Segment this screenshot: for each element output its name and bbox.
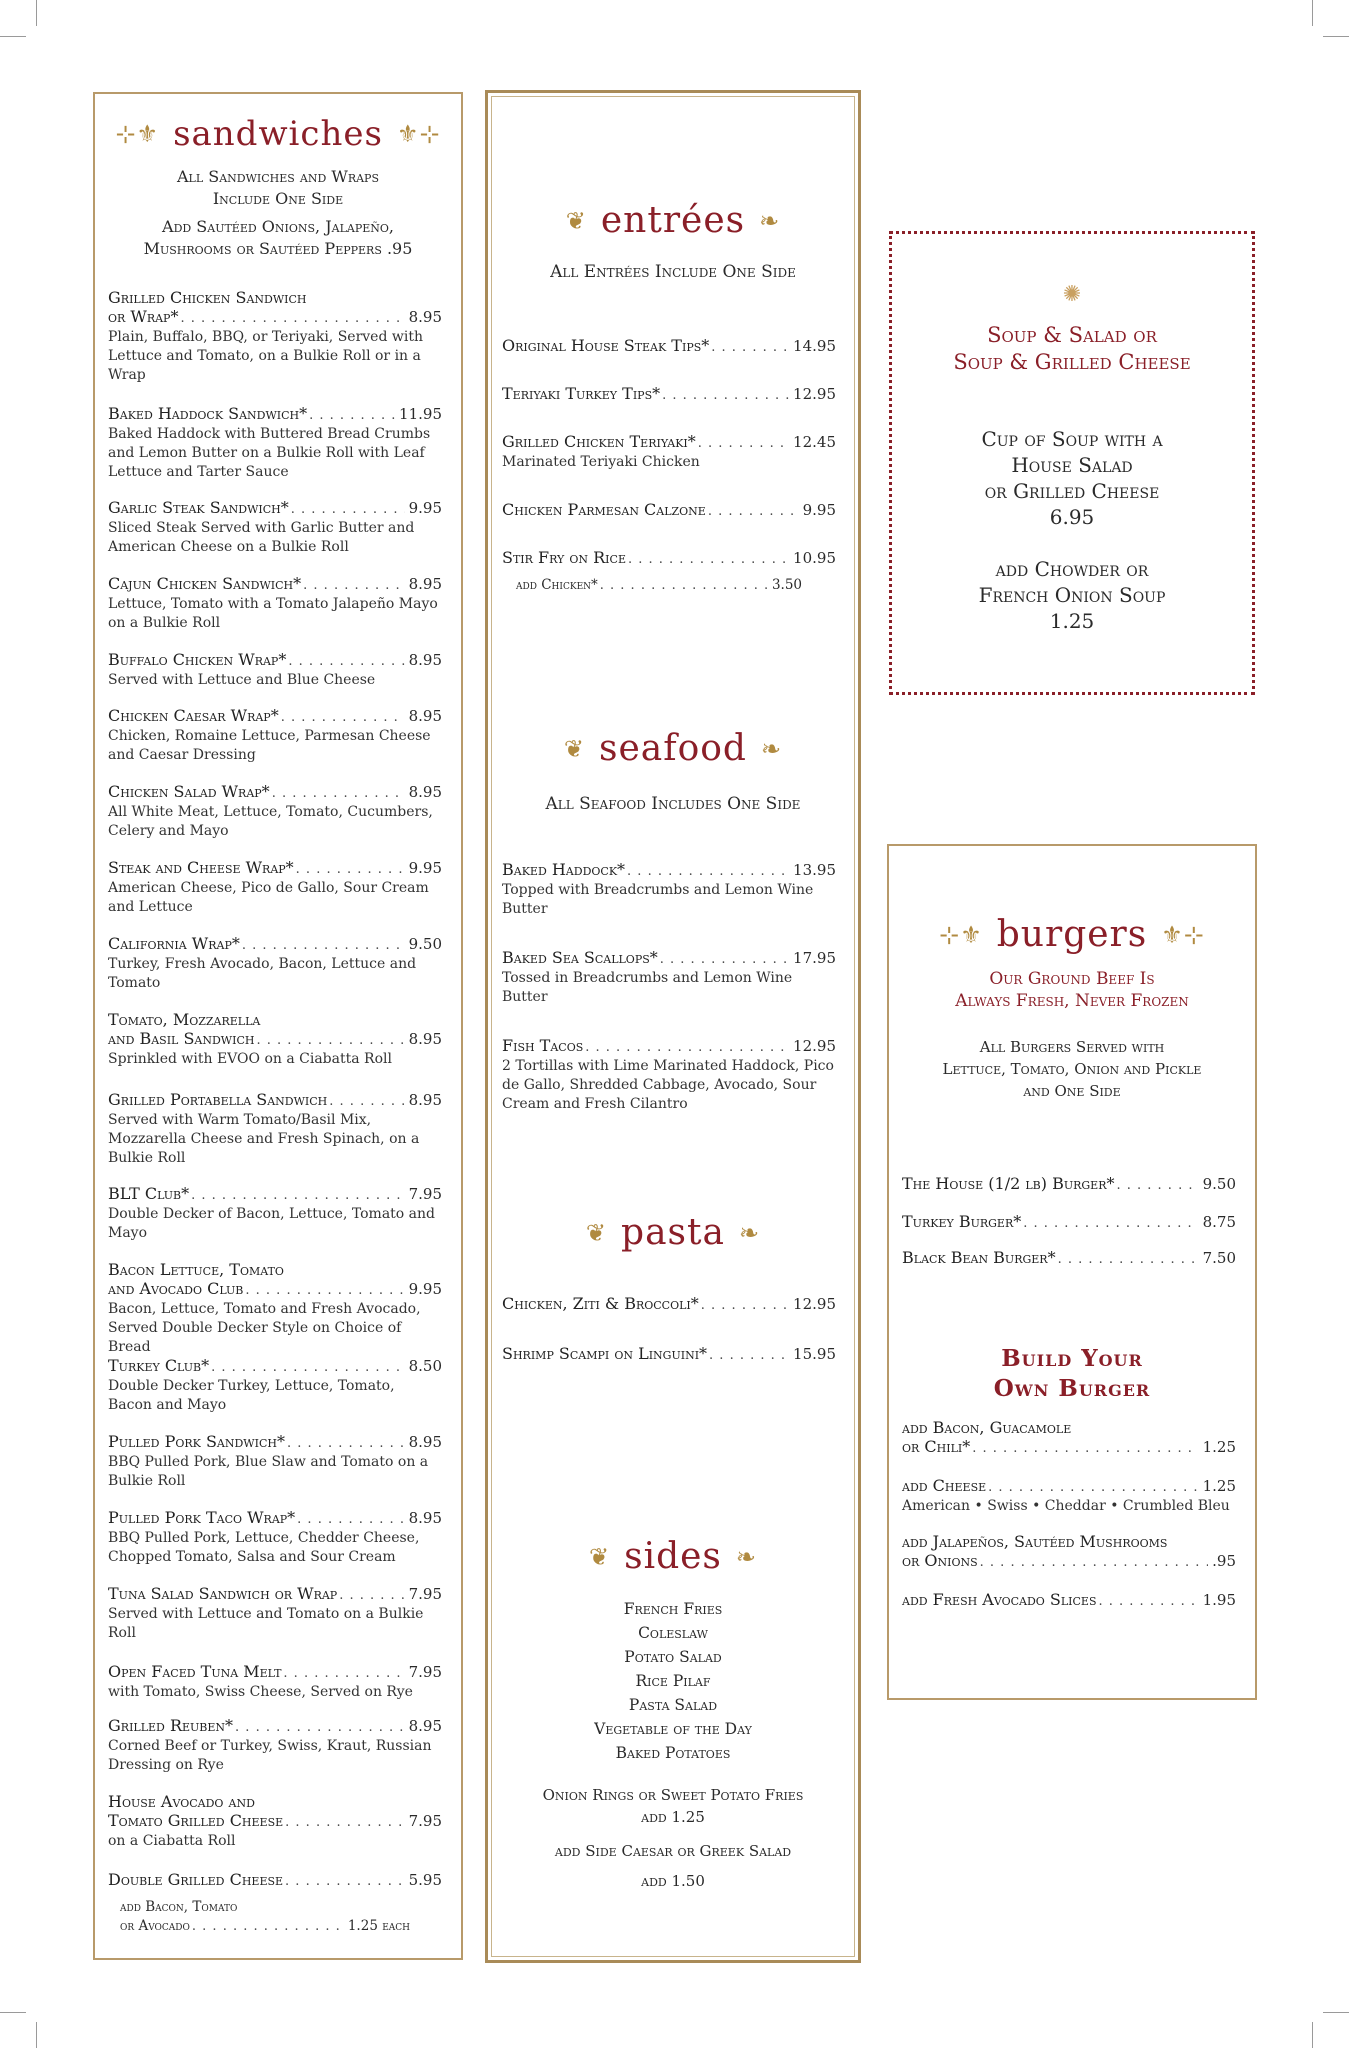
side-item: Coleslaw [638, 1624, 708, 1642]
item-price: 7.95 [408, 1812, 442, 1830]
item-price: 9.50 [408, 935, 442, 953]
fleur-ornament-icon: ⚜⊹ [1161, 920, 1205, 949]
leader-dots [281, 708, 405, 727]
sandwiches-note-sides: All Sandwiches and Wraps Include One Side [177, 167, 379, 208]
leader-dots [1099, 1592, 1199, 1611]
item-description: Served with Lettuce and Tomato on a Bulkie Roll [108, 1606, 424, 1641]
item-name-row [108, 706, 442, 727]
item-name-row [108, 1662, 442, 1683]
item-name-row [108, 1508, 442, 1529]
menu-item [108, 1716, 442, 1775]
menu-item [108, 1260, 442, 1357]
item-price: 8.95 [408, 1717, 442, 1735]
soup-addon: add Chowder or French Onion Soup 1.25 [978, 557, 1166, 633]
item-description: with Tomato, Swiss Cheese, Served on Rye [108, 1684, 413, 1700]
menu-item [502, 1036, 836, 1114]
menu-item [108, 1010, 442, 1069]
item-name-row [902, 1174, 1236, 1195]
menu-item [902, 1532, 1236, 1572]
item-description: Served with Lettuce and Blue Cheese [108, 672, 376, 688]
crop-mark [36, 2022, 37, 2048]
item-name: Stir Fry on Rice [502, 548, 626, 567]
menu-item [502, 860, 836, 919]
item-name-row [108, 498, 442, 519]
item-name: or Wrap* [108, 307, 179, 326]
soup-title: Soup & Salad or Soup & Grilled Cheese [953, 323, 1191, 374]
item-name: BLT Club* [108, 1184, 190, 1203]
item-name: Grilled Portabella Sandwich [108, 1090, 328, 1109]
leader-dots [709, 1346, 789, 1365]
soup-body: Cup of Soup with a House Salad or Grilled Cheese 6.95 [981, 427, 1163, 529]
menu-item [108, 1508, 442, 1567]
item-description: All White Meat, Lettuce, Tomato, Cucumbers, Celery and Mayo [108, 804, 433, 839]
addon-name: add Chicken* [516, 577, 598, 593]
item-description: Marinated Teriyaki Chicken [502, 454, 700, 470]
item-name: and Avocado Club [108, 1279, 244, 1298]
burgers-note: All Burgers Served with Lettuce, Tomato, Onion and Pickle and One Side [942, 1038, 1202, 1100]
item-description: American Cheese, Pico de Gallo, Sour Cream and Lettuce [108, 880, 429, 915]
item-price: 8.95 [408, 651, 442, 669]
sides-title: ❦ sides ❧ [588, 1536, 758, 1577]
item-name: California Wrap* [108, 934, 240, 953]
item-name: Grilled Chicken Teriyaki* [502, 432, 696, 451]
leader-dots [192, 1917, 344, 1936]
item-description: Lettuce, Tomato with a Tomato Jalapeño Mayo on a Bulkie Roll [108, 596, 438, 631]
item-description: Turkey, Fresh Avocado, Bacon, Lettuce and Tomato [108, 956, 417, 991]
addon-row [120, 1917, 410, 1936]
item-price: 12.95 [793, 1037, 836, 1055]
build-burger-title: Build Your Own Burger [993, 1345, 1151, 1402]
item-name: Steak and Cheese Wrap* [108, 858, 294, 877]
item-name: Cajun Chicken Sandwich* [108, 574, 302, 593]
item-price: 8.95 [408, 575, 442, 593]
item-name: Grilled Reuben* [108, 1716, 234, 1735]
leader-dots [191, 1186, 404, 1205]
item-description: Corned Beef or Turkey, Swiss, Kraut, Russian Dressing on Rye [108, 1738, 432, 1773]
leaf-ornament-icon: ❦ [565, 206, 587, 235]
item-price: .95 [1212, 1552, 1236, 1570]
leader-dots [285, 1813, 404, 1832]
item-price: 1.25 [1202, 1438, 1236, 1456]
item-name-row [502, 860, 836, 881]
crop-mark [1323, 2012, 1349, 2013]
crop-mark [1312, 0, 1313, 26]
item-name-line1: Grilled Chicken Sandwich [108, 288, 307, 307]
item-name-row [502, 432, 836, 453]
crop-mark [0, 2012, 26, 2013]
menu-item [108, 782, 442, 841]
item-name: or Onions [902, 1551, 978, 1570]
crop-mark [36, 0, 37, 26]
fleur-ornament-icon: ⊹⚜ [939, 920, 983, 949]
crop-mark [1323, 36, 1349, 37]
burgers-title: ⊹⚜ burgers ⚜⊹ [939, 914, 1205, 955]
fleur-ornament-icon: ⊹⚜ [115, 120, 160, 148]
leader-dots [285, 1872, 405, 1891]
item-name-row [902, 1551, 1236, 1572]
leader-dots [600, 576, 768, 595]
item-price: 7.95 [408, 1185, 442, 1203]
item-name-row [502, 548, 836, 569]
item-name-row [108, 1811, 442, 1832]
entrees-note: All Entrées Include One Side [550, 262, 796, 282]
item-price: 17.95 [793, 949, 836, 967]
side-item: Vegetable of the Day [594, 1720, 752, 1738]
item-price: 13.95 [793, 861, 836, 879]
item-name-row [108, 934, 442, 955]
leader-dots [303, 576, 404, 595]
item-price: 12.45 [793, 433, 836, 451]
item-name-row [502, 948, 836, 969]
menu-item [502, 948, 836, 1007]
menu-item [502, 548, 836, 569]
sides-extra-salad: add Side Caesar or Greek Salad add 1.50 [554, 1842, 792, 1890]
addon-name: or Avocado [120, 1918, 190, 1934]
item-name-row [902, 1437, 1236, 1458]
addon-line1: add Bacon, Tomato [120, 1899, 238, 1915]
leader-dots [711, 338, 789, 357]
leader-dots [1023, 1214, 1198, 1233]
item-name-row [502, 384, 836, 405]
item-name-row [902, 1248, 1236, 1269]
item-name-row [108, 307, 442, 328]
item-name: Turkey Club* [108, 1356, 210, 1375]
menu-item [502, 384, 836, 405]
item-name: Pulled Pork Sandwich* [108, 1432, 285, 1451]
entrees-title: ❦ entrées ❧ [565, 200, 781, 241]
menu-item [108, 574, 442, 633]
item-name: Fish Tacos [502, 1036, 584, 1055]
item-description: Bacon, Lettuce, Tomato and Fresh Avocado, Served Double Decker Style on Choice of Bread [108, 1301, 421, 1355]
item-description: Served with Warm Tomato/Basil Mix, Mozzarella Cheese and Fresh Spinach, on a Bulkie Roll [108, 1112, 420, 1166]
item-name: Tomato Grilled Cheese [108, 1811, 284, 1830]
item-name: Garlic Steak Sandwich* [108, 498, 289, 517]
item-price: 10.95 [793, 549, 836, 567]
item-name-row [108, 1029, 442, 1050]
item-description: Tossed in Breadcrumbs and Lemon Wine Butter [502, 970, 793, 1005]
item-price: 8.95 [408, 1091, 442, 1109]
sandwiches-title: ⊹⚜ sandwiches ⚜⊹ [115, 114, 441, 154]
item-name: Chicken, Ziti & Broccoli* [502, 1294, 699, 1313]
menu-item [902, 1174, 1236, 1195]
item-name: Baked Haddock Sandwich* [108, 404, 308, 423]
leader-dots [972, 1439, 1198, 1458]
menu-item [108, 1584, 442, 1643]
leader-dots [272, 784, 405, 803]
menu-item [108, 1870, 442, 1891]
item-description: American • Swiss • Cheddar • Crumbled Bleu [902, 1498, 1230, 1514]
item-price: 8.95 [408, 1509, 442, 1527]
item-name-row [108, 574, 442, 595]
menu-item [108, 706, 442, 765]
item-name-row [502, 336, 836, 357]
menu-item [902, 1248, 1236, 1269]
leader-dots [698, 434, 789, 453]
item-description: Double Decker Turkey, Lettuce, Tomato, Bacon and Mayo [108, 1378, 395, 1413]
leader-dots [329, 1092, 404, 1111]
menu-item [108, 1090, 442, 1168]
item-description: on a Ciabatta Roll [108, 1833, 236, 1849]
leader-dots [256, 1031, 404, 1050]
leader-dots [309, 406, 395, 425]
seafood-title: ❦ seafood ❧ [563, 728, 783, 769]
seafood-note: All Seafood Includes One Side [545, 794, 801, 814]
leaf-ornament-icon: ❧ [760, 734, 783, 763]
crop-mark [0, 36, 26, 37]
item-name-line1: Bacon Lettuce, Tomato [108, 1260, 284, 1279]
item-name-row [502, 1344, 836, 1365]
item-description: Sprinkled with EVOO on a Ciabatta Roll [108, 1051, 392, 1067]
menu-item [108, 1792, 442, 1851]
addon-row [516, 576, 802, 595]
leader-dots [627, 862, 789, 881]
leader-dots [211, 1358, 404, 1377]
entree-addon [516, 576, 802, 595]
leader-dots [708, 502, 799, 521]
item-price: 12.95 [793, 1295, 836, 1313]
item-name: Buffalo Chicken Wrap* [108, 650, 287, 669]
menu-item [108, 498, 442, 557]
leader-dots [988, 1478, 1198, 1497]
item-price: 9.95 [408, 499, 442, 517]
item-description: BBQ Pulled Pork, Lettuce, Chedder Cheese, Chopped Tomato, Salsa and Sour Cream [108, 1530, 420, 1565]
menu-item [108, 1662, 442, 1702]
menu-item [502, 1344, 836, 1365]
leader-dots [980, 1553, 1208, 1572]
menu-item [108, 934, 442, 993]
item-name: and Basil Sandwich [108, 1029, 255, 1048]
item-name: Pulled Pork Taco Wrap* [108, 1508, 296, 1527]
item-name-row [108, 1279, 442, 1300]
item-price: 8.95 [408, 308, 442, 326]
item-price: 7.95 [408, 1585, 442, 1603]
leaf-ornament-icon: ❧ [759, 206, 781, 235]
item-name-row [108, 858, 442, 879]
item-name-row [502, 1294, 836, 1315]
item-name-line1: House Avocado and [108, 1792, 255, 1811]
item-name: Teriyaki Turkey Tips* [502, 384, 661, 403]
leader-dots [628, 550, 789, 569]
item-name-row [108, 782, 442, 803]
sides-list [485, 1597, 861, 1765]
item-name-row [902, 1590, 1236, 1611]
leader-dots [288, 652, 404, 671]
leaf-ornament-icon: ❧ [738, 1218, 761, 1247]
item-name-row [108, 1716, 442, 1737]
item-price: 12.95 [793, 385, 836, 403]
item-name-line1: Tomato, Mozzarella [108, 1010, 261, 1029]
menu-item [108, 288, 442, 385]
item-price: 7.50 [1202, 1249, 1236, 1267]
item-description: 2 Tortillas with Lime Marinated Haddock, Pico de Gallo, Shredded Cabbage, Avocado, Sour Cream and Fresh Cilantro [502, 1058, 834, 1112]
item-name-row [108, 1584, 442, 1605]
item-description: Double Decker of Bacon, Lettuce, Tomato and Mayo [108, 1206, 435, 1241]
item-name-row [108, 650, 442, 671]
item-name-row [108, 404, 442, 425]
item-name: Open Faced Tuna Melt [108, 1662, 282, 1681]
item-name: Chicken Salad Wrap* [108, 782, 270, 801]
menu-item [902, 1418, 1236, 1458]
item-price: 14.95 [793, 337, 836, 355]
item-name: Double Grilled Cheese [108, 1870, 284, 1889]
item-price: 8.95 [408, 1433, 442, 1451]
leaf-ornament-icon: ❦ [563, 734, 586, 763]
item-name-row [902, 1476, 1236, 1497]
item-price: 8.50 [408, 1357, 442, 1375]
item-price: 7.95 [408, 1663, 442, 1681]
item-name: Turkey Burger* [902, 1212, 1022, 1231]
addon-price: 3.50 [771, 577, 802, 593]
leader-dots [235, 1718, 405, 1737]
fleur-ornament-icon: ⚜⊹ [396, 120, 441, 148]
item-price: 8.75 [1202, 1213, 1236, 1231]
item-price: 1.95 [1202, 1591, 1236, 1609]
leader-dots [585, 1038, 789, 1057]
item-price: 9.50 [1202, 1175, 1236, 1193]
leader-dots [662, 386, 789, 405]
menu-item [902, 1212, 1236, 1233]
item-price: 8.95 [408, 783, 442, 801]
leaf-ornament-icon: ❦ [588, 1542, 611, 1571]
menu-item [108, 650, 442, 690]
item-name-line1: add Bacon, Guacamole [902, 1418, 1072, 1437]
item-price: 9.95 [408, 859, 442, 877]
item-name: add Fresh Avocado Slices [902, 1590, 1097, 1609]
menu-item [502, 336, 836, 357]
item-name: Chicken Parmesan Calzone [502, 500, 706, 519]
side-item: Pasta Salad [628, 1696, 718, 1714]
menu-item [902, 1476, 1236, 1516]
item-price: 1.25 [1202, 1477, 1236, 1495]
item-description: Plain, Buffalo, BBQ, or Teriyaki, Served with Lettuce and Tomato, on a Bulkie Roll or in a Wrap [108, 329, 423, 383]
item-name: Tuna Salad Sandwich or Wrap [108, 1584, 338, 1603]
leaf-ornament-icon: ❦ [585, 1218, 608, 1247]
side-item: Potato Salad [624, 1648, 722, 1666]
item-description: Baked Haddock with Buttered Bread Crumbs and Lemon Butter on a Bulkie Roll with Leaf Lettuce and Tarter Sauce [108, 426, 431, 480]
item-price: 8.95 [408, 707, 442, 725]
leader-dots [339, 1586, 404, 1605]
item-name: Chicken Caesar Wrap* [108, 706, 279, 725]
leader-dots [701, 1296, 789, 1315]
menu-item [502, 500, 836, 521]
item-price: 11.95 [399, 405, 442, 423]
item-description: Topped with Breadcrumbs and Lemon Wine Butter [502, 882, 814, 917]
leader-dots [245, 1281, 404, 1300]
sides-extra-rings: Onion Rings or Sweet Potato Fries add 1.25 [542, 1786, 804, 1826]
item-name: The House (1/2 lb) Burger* [902, 1174, 1115, 1193]
item-price: 8.95 [408, 1030, 442, 1048]
leader-dots [283, 1664, 404, 1683]
leader-dots [296, 860, 405, 879]
addon-price: 1.25 each [347, 1918, 410, 1934]
item-name-row [108, 1090, 442, 1111]
menu-item [502, 1294, 836, 1315]
menu-item [108, 404, 442, 482]
leader-dots [291, 500, 405, 519]
item-name-row [502, 1036, 836, 1057]
item-description: BBQ Pulled Pork, Blue Slaw and Tomato on a Bulkie Roll [108, 1454, 429, 1489]
item-name-row [502, 500, 836, 521]
leader-dots [180, 309, 404, 328]
item-name-row [902, 1212, 1236, 1233]
item-name: Black Bean Burger* [902, 1248, 1056, 1267]
item-name-row [108, 1870, 442, 1891]
item-name-row [108, 1432, 442, 1453]
menu-item [108, 1184, 442, 1243]
menu-item [108, 1356, 442, 1415]
menu-item [502, 432, 836, 472]
menu-item [108, 858, 442, 917]
menu-item [902, 1590, 1236, 1611]
item-name: Original House Steak Tips* [502, 336, 710, 355]
burgers-subtitle: Our Ground Beef Is Always Fresh, Never Frozen [955, 969, 1189, 1011]
item-name-row [108, 1184, 442, 1205]
side-item: French Fries [623, 1600, 723, 1618]
item-description: Sliced Steak Served with Garlic Butter and American Cheese on a Bulkie Roll [108, 520, 415, 555]
crop-mark [1312, 2022, 1313, 2048]
leaf-ornament-icon: ❧ [735, 1542, 758, 1571]
leader-dots [1058, 1250, 1199, 1269]
item-name-row [108, 1356, 442, 1377]
item-price: 5.95 [408, 1871, 442, 1889]
sandwiches-note-addons: Add Sautéed Onions, Jalapeño, Mushrooms or Sautéed Peppers .95 [143, 217, 413, 258]
item-name-line1: add Jalapeños, Sautéed Mushrooms [902, 1532, 1168, 1551]
item-price: 9.95 [802, 501, 836, 519]
leader-dots [242, 936, 405, 955]
leader-dots [287, 1434, 405, 1453]
item-name: add Cheese [902, 1476, 987, 1495]
item-price: 15.95 [793, 1345, 836, 1363]
item-description: Chicken, Romaine Lettuce, Parmesan Cheese and Caesar Dressing [108, 728, 431, 763]
side-item: Rice Pilaf [635, 1672, 711, 1690]
pasta-title: ❦ pasta ❧ [585, 1212, 761, 1253]
item-name: Baked Haddock* [502, 860, 626, 879]
leader-dots [297, 1510, 404, 1529]
sunburst-icon: ✺ [1062, 282, 1082, 307]
item-price: 9.95 [408, 1280, 442, 1298]
leader-dots [660, 950, 789, 969]
item-name: or Chili* [902, 1437, 971, 1456]
item-name: Shrimp Scampi on Linguini* [502, 1344, 708, 1363]
menu-item-addon [120, 1898, 410, 1936]
side-item: Baked Potatoes [615, 1744, 731, 1762]
leader-dots [1116, 1176, 1198, 1195]
item-name: Baked Sea Scallops* [502, 948, 658, 967]
menu-item [108, 1432, 442, 1491]
